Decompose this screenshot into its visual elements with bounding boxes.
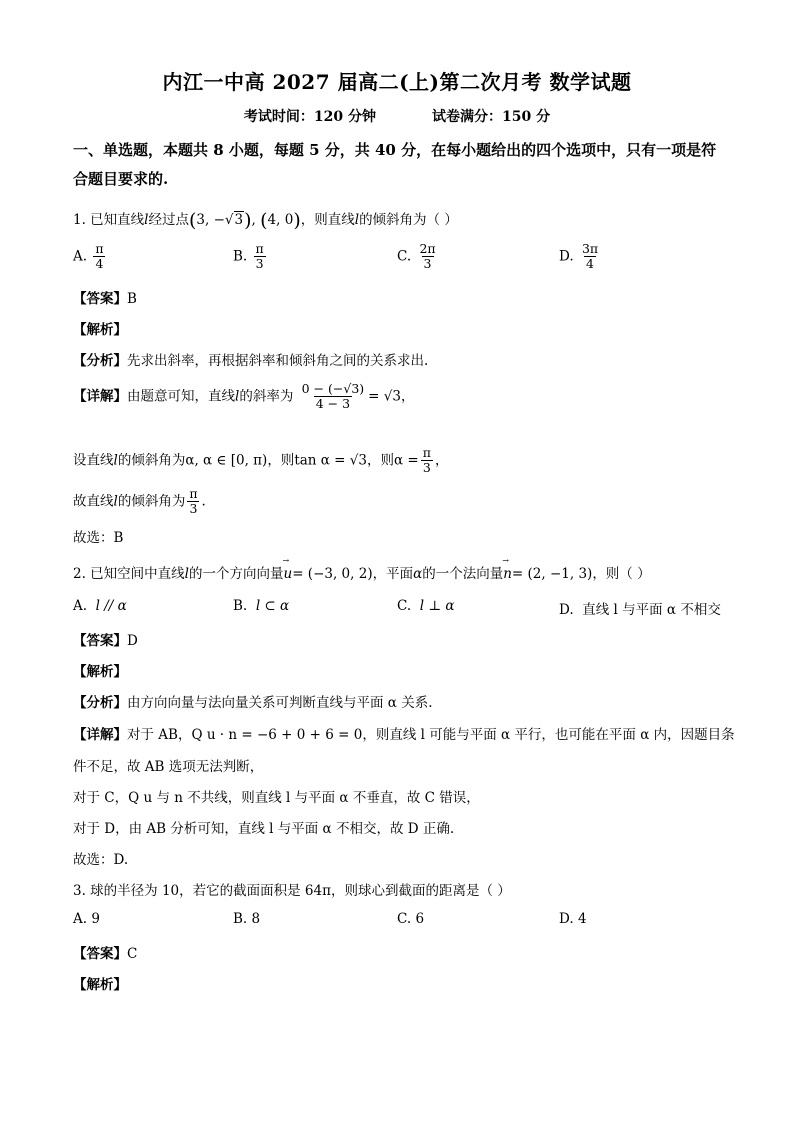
q2-fenxi: 【分析】由方向向量与法向量关系可判断直线与平面 α 关系. xyxy=(73,695,433,711)
fraction: $\frac{\pi}{4}$ xyxy=(95,241,104,272)
q1-choose: 故选：B xyxy=(73,530,124,546)
q1-option-b: B. $\frac{\pi}{3}$ xyxy=(233,241,264,272)
vector-u: → u xyxy=(284,566,293,582)
q1-answer: 【答案】B xyxy=(73,291,137,307)
q2-detail-line2: 件不足，故 AB 选项无法判断， xyxy=(73,759,264,775)
q3-option-d: D. 4 xyxy=(559,911,587,927)
q2-answer: 【答案】D xyxy=(73,633,138,649)
vector-n: → n xyxy=(503,566,512,582)
q3-stem: 3. 球的半径为 10，若它的截面面积是 64π，则球心到截面的距离是（ ） xyxy=(73,883,511,899)
exam-info xyxy=(0,106,794,126)
q3-option-b: B. 8 xyxy=(233,911,261,927)
q1-analysis-heading: 【解析】 xyxy=(73,322,127,338)
q3-option-a: A. 9 xyxy=(73,911,100,927)
page-title: 内江一中高 2027 届高二(上)第二次月考 数学试题 xyxy=(162,70,632,94)
exam-score: 试卷满分：150 分 xyxy=(432,109,551,125)
q1-option-c: C. $\frac{2\pi}{3}$ xyxy=(397,241,436,272)
q2-detail-line3: 对于 C，Q u 与 n 不共线，则直线 l 与平面 α 不垂直，故 C 错误， xyxy=(73,790,480,806)
q2-option-c: C. l ⊥ α xyxy=(397,598,455,614)
fraction: $\frac{\pi}{3}$ xyxy=(189,486,198,517)
slope-fraction: $\frac{0 - (-√3)}{4 - 3}$ xyxy=(301,381,365,412)
q1-stem: 1. 已知直线l经过点(3, −√3), (4, 0)，则直线l的倾斜角为（ ） xyxy=(73,209,458,232)
q2-detail-line4: 对于 D，由 AB 分析可知，直线 l 与平面 α 不相交，故 D 正确. xyxy=(73,821,455,837)
q2-option-a: A. l // α xyxy=(73,598,127,614)
q1-detail-line1: 【详解】由题意可知，直线l的斜率为 $\frac{0 - (-√3)}{4 - 3}$ = √3， xyxy=(73,381,415,412)
section-heading: 一、单选题，本题共 8 小题，每题 5 分，共 40 分，在每小题给出的四个选项中，只有一项是符合题目要求的. xyxy=(73,141,717,188)
q1-fenxi: 【分析】先求出斜率，再根据斜率和倾斜角之间的关系求出. xyxy=(73,353,429,369)
q3-answer: 【答案】C xyxy=(73,946,138,962)
fraction: $\frac{3\pi}{4}$ xyxy=(581,241,599,272)
q1-detail-line3: 故直线l的倾斜角为 $\frac{\pi}{3}$ . xyxy=(73,486,206,517)
q1-detail-line2: 设直线l的倾斜角为α, α ∈ [0, π)，则tan α = √3，则α = $\frac{\pi}{3}$ ， xyxy=(73,445,449,476)
exam-time: 考试时间：120 分钟 xyxy=(243,109,376,125)
q1-option-a: A. $\frac{\pi}{4}$ xyxy=(73,241,104,272)
q2-detail-line1: 【详解】对于 AB，Q u · n = −6 + 0 + 6 = 0，则直线 l 可能与平面 α 平行，也可能在平面 α 内，因题目条 xyxy=(73,727,735,743)
q2-option-d: D. 直线 l 与平面 α 不相交 xyxy=(559,602,721,618)
q1-option-d: D. $\frac{3\pi}{4}$ xyxy=(559,241,599,272)
q2-option-b: B. l ⊂ α xyxy=(233,598,290,614)
q2-choose: 故选：D. xyxy=(73,852,129,868)
q3-option-c: C. 6 xyxy=(397,911,425,927)
q2-analysis-heading: 【解析】 xyxy=(73,664,127,680)
q2-stem: 2. 已知空间中直线l的一个方向向量→ u= (−3, 0, 2)，平面α的一个法向量→ n= (2, −1, 3)，则（ ） xyxy=(73,562,651,582)
fraction: $\frac{2\pi}{3}$ xyxy=(419,241,436,272)
fraction: $\frac{\pi}{3}$ xyxy=(255,241,264,272)
q3-analysis-heading: 【解析】 xyxy=(73,977,127,993)
fraction: $\frac{\pi}{3}$ xyxy=(422,445,431,476)
